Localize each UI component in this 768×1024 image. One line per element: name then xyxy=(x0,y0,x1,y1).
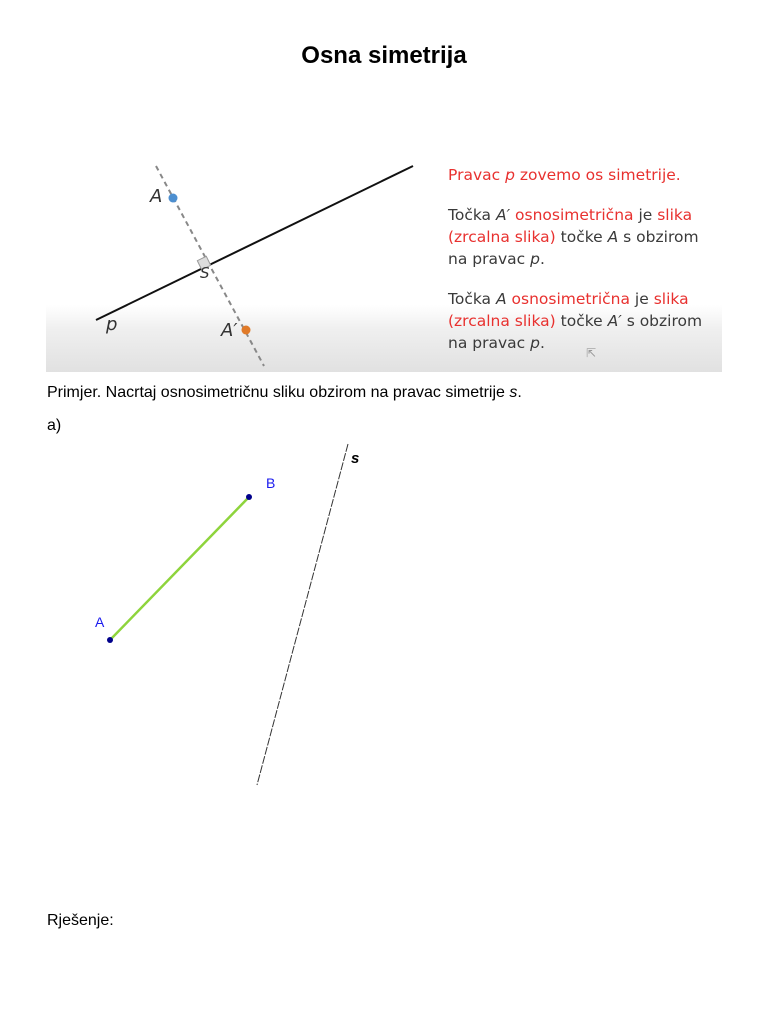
point-a-prime-dot xyxy=(242,326,251,335)
symmetry-line-s xyxy=(257,444,348,785)
subtask-label: a) xyxy=(47,417,62,434)
point-a-dot xyxy=(107,637,113,643)
point-a-label: A xyxy=(95,614,105,630)
task-text: Primjer. Nacrtaj osnosimetričnu sliku obzirom na pravac simetrije s. xyxy=(47,384,522,401)
definition-paragraph-2: Točka A osnosimetrična je slika (zrcalna slika) točke A′ s obzirom na pravac p. xyxy=(448,290,703,352)
point-b-dot xyxy=(246,494,252,500)
definition-text xyxy=(448,164,718,372)
cursor-icon: ⇱ xyxy=(586,346,597,360)
symmetry-axis-line xyxy=(96,166,413,320)
line-s-label: s xyxy=(351,450,360,467)
point-a-label: A xyxy=(150,186,163,207)
solution-label: Rješenje: xyxy=(47,912,114,929)
definition-paragraph-1: Točka A′ osnosimetrična je slika (zrcalna slika) točke A s obzirom na pravac p. xyxy=(448,206,699,268)
segment-ab xyxy=(110,497,249,640)
foot-point-label: S xyxy=(200,264,210,282)
symmetry-illustration xyxy=(46,150,722,372)
page-title: Osna simetrija xyxy=(301,42,467,69)
example-diagram xyxy=(0,430,768,800)
definition-title: Pravac p zovemo os simetrije. xyxy=(448,166,681,184)
point-a-dot xyxy=(169,194,178,203)
point-b-label: B xyxy=(266,475,276,491)
line-p-label: p xyxy=(106,314,118,335)
point-a-prime-label: A′ xyxy=(221,320,238,341)
